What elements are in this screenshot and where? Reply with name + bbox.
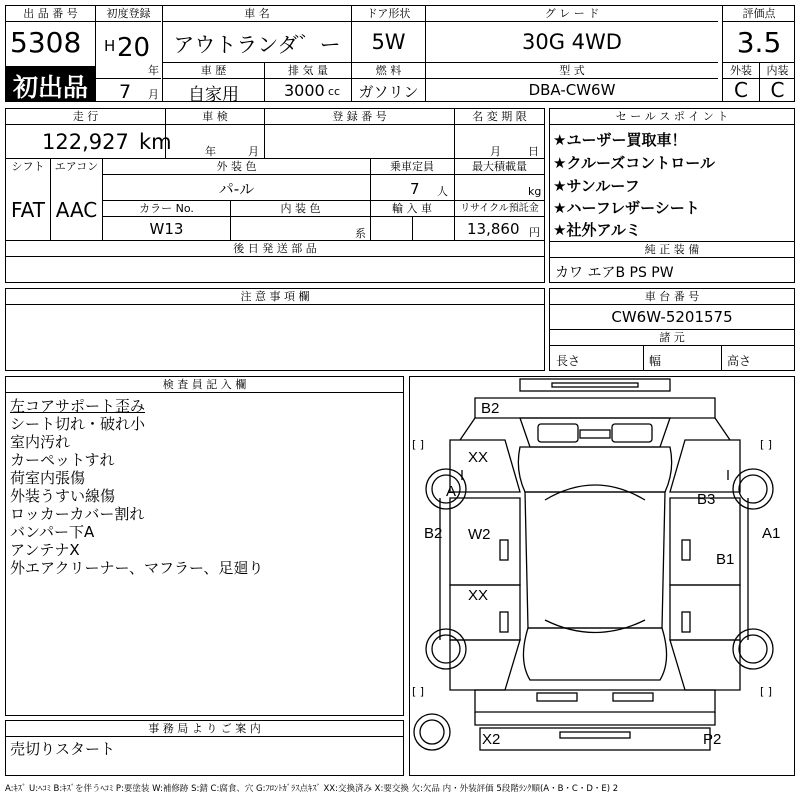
grade-value: 30G 4WD: [522, 30, 622, 54]
int-header: 内装: [766, 64, 789, 77]
mileage-header: 走 行: [72, 110, 99, 123]
recycle-value: 13,860: [467, 220, 520, 238]
reg-month: 7: [119, 81, 132, 103]
bracket-right-top: [ ]: [760, 438, 773, 451]
deadline-header: 名 変 期 限: [472, 110, 527, 123]
sales-point-5: ★社外アルミ: [553, 221, 641, 239]
shift-header: シフト: [11, 160, 45, 173]
name-header: 車 名: [244, 7, 270, 20]
ext-color-value: パ-ル: [218, 180, 255, 198]
load-header: 最大積載量: [472, 160, 527, 173]
history-header: 車 歴: [200, 64, 227, 77]
door-header: ドア形状: [366, 7, 411, 20]
ext-score: C: [734, 78, 748, 102]
inspector-line-6: 外装うすい線傷: [10, 487, 116, 505]
inspector-header: 検 査 員 記 入 欄: [162, 378, 247, 391]
import-header: 輸 入 車: [392, 202, 432, 215]
sales-point-2: ★クルーズコントロール: [553, 154, 715, 172]
label-w2: W2: [468, 526, 491, 543]
inspector-line-3: 室内汚れ: [10, 433, 71, 451]
dims-height: 高さ: [727, 354, 752, 368]
chassis-header: 車 台 番 号: [644, 290, 700, 303]
bracket-right-bot: [ ]: [760, 685, 773, 698]
displacement-value: 3000: [284, 81, 325, 100]
later-parts-header: 後 日 発 送 部 品: [233, 242, 317, 255]
recycle-unit: 円: [529, 226, 540, 239]
notes-header: 注 意 事 項 欄: [240, 290, 310, 303]
inspection-year-unit: 年: [205, 145, 216, 158]
inspector-line-8: バンパー下A: [10, 523, 95, 541]
dims-width: 幅: [649, 354, 662, 368]
lot-number: 5308: [10, 26, 82, 59]
chassis-number: CW6W-5201575: [611, 308, 733, 326]
first-listing-label: 初出品: [12, 73, 88, 102]
int-score: C: [770, 78, 785, 102]
bracket-left-bot: [ ]: [412, 685, 425, 698]
bracket-left-top: [ ]: [412, 438, 425, 451]
inspector-line-1: 左コアサポート歪み: [10, 397, 146, 415]
ext-header: 外装: [730, 64, 752, 77]
shift-value: FAT: [10, 198, 45, 222]
sales-header: セ ー ル ス ポ イ ン ト: [615, 110, 729, 123]
fuel-value: ガソリン: [358, 83, 419, 101]
equipment-header: 純 正 装 備: [644, 243, 700, 256]
sales-point-3: ★サンルーフ: [553, 177, 640, 195]
inspector-line-9: アンテナX: [10, 541, 80, 559]
dims-length: 長さ: [556, 354, 581, 368]
color-no-header: カラー No.: [139, 202, 194, 215]
load-unit: kg: [528, 185, 542, 198]
deadline-month: 月: [490, 145, 501, 158]
office-note: 売切りスタート: [10, 740, 116, 758]
deadline-day: 日: [528, 145, 539, 158]
sales-point-1: ★ユーザー買取車！: [553, 131, 687, 149]
history-value: 自家用: [188, 85, 239, 105]
capacity-value: 7: [410, 180, 420, 198]
inspector-line-5: 荷室内張傷: [10, 469, 86, 487]
score-value: 3.5: [736, 26, 782, 59]
inspector-line-4: カーペットすれ: [10, 451, 115, 469]
reg-header: 初度登録: [106, 7, 151, 20]
recycle-header: リサイクル預託金: [460, 203, 539, 214]
sales-point-4: ★ハーフレザーシート: [553, 199, 700, 217]
label-xx-top: XX: [468, 449, 489, 466]
month-unit: 月: [148, 88, 159, 101]
equipment-value: カワ エアB PS PW: [555, 265, 674, 281]
inspector-line-7: ロッカーカバー割れ: [10, 505, 145, 523]
model-value: DBA-CW6W: [528, 81, 616, 99]
int-color-header: 内 装 色: [280, 202, 321, 215]
label-x2: X2: [482, 731, 501, 748]
label-b2-side: B2: [424, 525, 443, 542]
mileage-unit: km: [139, 130, 172, 154]
inspection-month-unit: 月: [248, 145, 259, 158]
int-color-unit: 系: [355, 227, 366, 240]
label-a1: A1: [762, 525, 781, 542]
displacement-unit: cc: [328, 85, 341, 98]
inspector-line-10: 外エアクリーナー、マフラー、足廻り: [10, 559, 264, 577]
score-header: 評価点: [742, 7, 776, 20]
ac-header: エアコン: [54, 160, 99, 173]
disp-header: 排 気 量: [288, 64, 328, 77]
year-unit: 年: [148, 64, 159, 77]
capacity-header: 乗車定員: [390, 160, 434, 173]
door-value: 5W: [371, 30, 406, 54]
dims-header: 諸 元: [659, 331, 685, 344]
grade-header: グ レ ー ド: [544, 7, 600, 20]
ac-value: AAC: [55, 198, 98, 222]
inspection-header: 車 検: [202, 110, 228, 123]
capacity-unit: 人: [437, 185, 448, 198]
label-xx-mid: XX: [468, 587, 489, 604]
label-b3: B3: [697, 491, 716, 508]
label-a-left: A: [446, 483, 457, 500]
label-b2-top: B2: [481, 400, 500, 417]
legend-text: A:ｷｽﾞ U:ﾍｺﾐ B:ｷｽﾞを伴うﾍｺﾐ P:要塗装 W:補修跡 S:錆 C:腐食、穴 G:ﾌﾛﾝﾄｶﾞﾗｽ点ｷｽﾞ XX:交換済み X:要交換 欠:欠品 内・外装評価 5段階ﾗﾝｸ順(A・B・C・D・E) 2: [5, 784, 619, 794]
fuel-header: 燃 料: [375, 64, 402, 77]
era-year: 20: [117, 33, 151, 63]
era-letter: H: [104, 37, 116, 55]
lot-header: 出 品 番 号: [23, 7, 78, 20]
inspector-line-2: シート切れ・破れ小: [10, 415, 146, 433]
label-p2: P2: [703, 731, 722, 748]
label-b1: B1: [716, 551, 735, 568]
ext-color-header: 外 装 色: [216, 160, 257, 173]
model-header: 型 式: [559, 64, 585, 77]
color-no-value: W13: [149, 220, 184, 238]
car-name: アウトランダ゛ー: [173, 33, 341, 57]
mileage-value: 122,927: [42, 130, 129, 154]
office-header: 事 務 局 よ り ご 案 内: [148, 722, 261, 735]
plate-header: 登 録 番 号: [332, 110, 387, 123]
